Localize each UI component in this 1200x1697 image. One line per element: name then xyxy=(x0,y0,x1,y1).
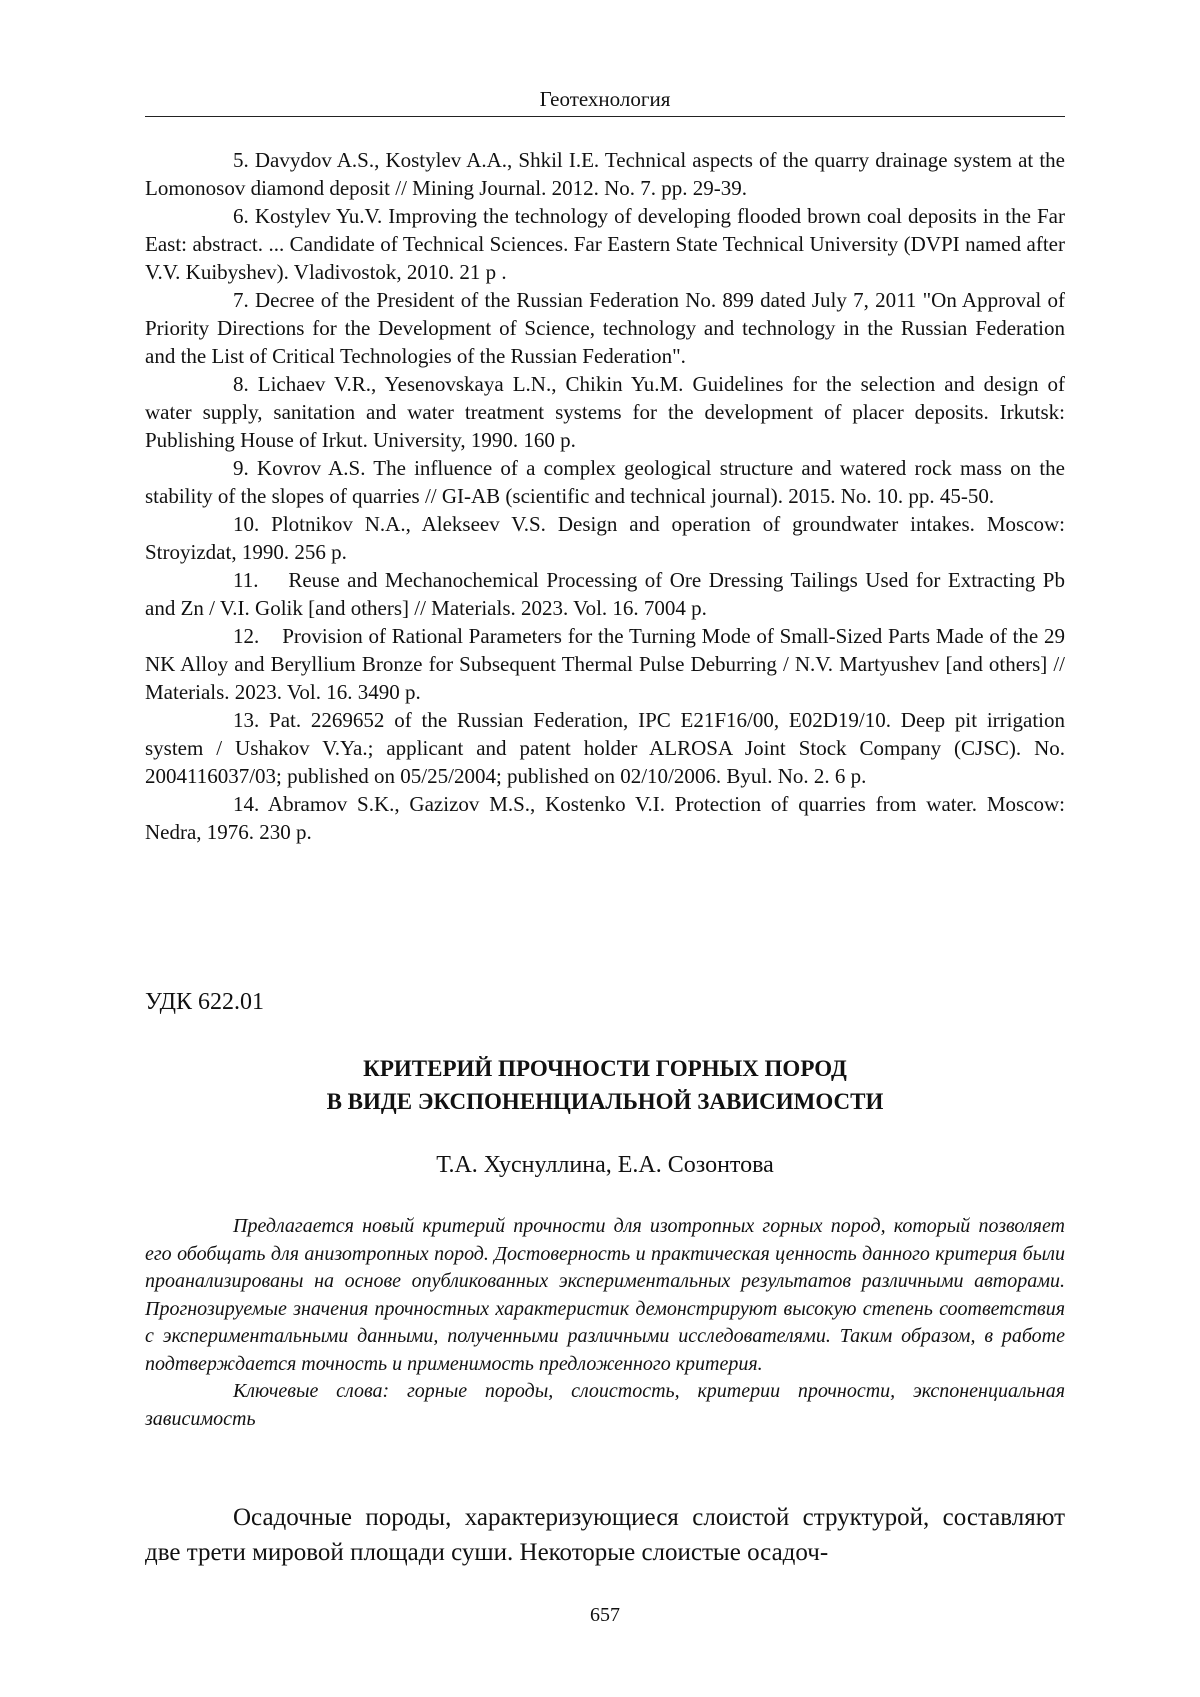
article-abstract xyxy=(145,1213,1065,1433)
keywords-text: Ключевые слова: горные породы, слоистость, критерии прочности, экспоненциальная зависимость xyxy=(145,1380,1065,1430)
reference-item-6: 6. Kostylev Yu.V. Improving the technology of developing flooded brown coal deposits in the Far East: abstract. ... Candidate of Technical Sciences. Far Eastern State Technical University (DVPI named after V.V. Kuibyshev). Vladivostok, 2010. 21 p . xyxy=(145,204,1065,284)
reference-item-12: 12. Provision of Rational Parameters for the Turning Mode of Small-Sized Parts Made of the 29 NK Alloy and Beryllium Bronze for Subsequent Thermal Pulse Deburring / N.V. Martyushev [and others] // Materials. 2023. Vol. 16. 3490 p. xyxy=(145,624,1071,704)
reference-item-9: 9. Kovrov A.S. The influence of a complex geological structure and watered rock mass on the stability of the slopes of quarries // GI-AB (scientific and technical journal). 2015. No. 10. pp. 45-50. xyxy=(145,456,1065,508)
article-title-line-2: В ВИДЕ ЭКСПОНЕНЦИАЛЬНОЙ ЗАВИСИМОСТИ xyxy=(326,1089,884,1114)
header-divider xyxy=(145,116,1065,117)
article-body xyxy=(145,1500,1065,1570)
article-title-line-1: КРИТЕРИЙ ПРОЧНОСТИ ГОРНЫХ ПОРОД xyxy=(363,1056,847,1081)
reference-item-13: 13. Pat. 2269652 of the Russian Federation, IPC E21F16/00, E02D19/10. Deep pit irrigation system / Ushakov V.Ya.; applicant and patent holder ALROSA Joint Stock Company (CJSC). No. 2004116037/03; published on 05/25/2004; published on 02/10/2006. Byul. No. 2. 6 p. xyxy=(145,708,1065,788)
page-number: 657 xyxy=(590,1604,620,1626)
reference-item-11: 11. Reuse and Mechanochemical Processing of Ore Dressing Tailings Used for Extracting Pb and Zn / V.I. Golik [and others] // Materials. 2023. Vol. 16. 7004 p. xyxy=(145,568,1071,620)
journal-page xyxy=(145,0,1071,1697)
body-paragraph: Осадочные породы, характеризующиеся слоистой структурой, составляют две трети мировой площади суши. Некоторые слоистые осадоч- xyxy=(145,1504,1065,1566)
reference-item-10: 10. Plotnikov N.A., Alekseev V.S. Design and operation of groundwater intakes. Moscow: Stroyizdat, 1990. 256 p. xyxy=(145,512,1065,564)
article-title xyxy=(145,1052,1065,1118)
reference-item-7: 7. Decree of the President of the Russian Federation No. 899 dated July 7, 2011 "On Approval of Priority Directions for the Development of Science, technology and technology in the Russian Federation and the List of Critical Technologies of the Russian Federation". xyxy=(145,288,1065,368)
abstract-text: Предлагается новый критерий прочности для изотропных горных пород, который позволяет его обобщать для анизотропных пород. Достоверность и практическая ценность данного критерия были проанализированы на основе опубликованных экспериментальных результатов различными авторами. Прогнозируемые значения прочностных характеристик демонстрируют высокую степень соответствия с экспериментальными данными, полученными различными исследователями. Таким образом, в работе подтверждается точность и применимость предложенного критерия. xyxy=(145,1215,1065,1375)
reference-item-5: 5. Davydov A.S., Kostylev A.A., Shkil I.E. Technical aspects of the quarry drainage system at the Lomonosov diamond deposit // Mining Journal. 2012. No. 7. pp. 29-39. xyxy=(145,148,1065,200)
running-header: Геотехнология xyxy=(539,87,671,111)
reference-item-8: 8. Lichaev V.R., Yesenovskaya L.N., Chikin Yu.M. Guidelines for the selection and design of water supply, sanitation and water treatment systems for the development of placer deposits. Irkutsk: Publishing House of Irkut. University, 1990. 160 p. xyxy=(145,372,1065,452)
udk-code: УДК 622.01 xyxy=(145,989,264,1015)
reference-item-14: 14. Abramov S.K., Gazizov M.S., Kostenko V.I. Protection of quarries from water. Moscow: Nedra, 1976. 230 p. xyxy=(145,792,1065,844)
reference-list xyxy=(145,146,1071,846)
article-authors: Т.А. Хуснуллина, Е.А. Созонтова xyxy=(436,1152,774,1178)
